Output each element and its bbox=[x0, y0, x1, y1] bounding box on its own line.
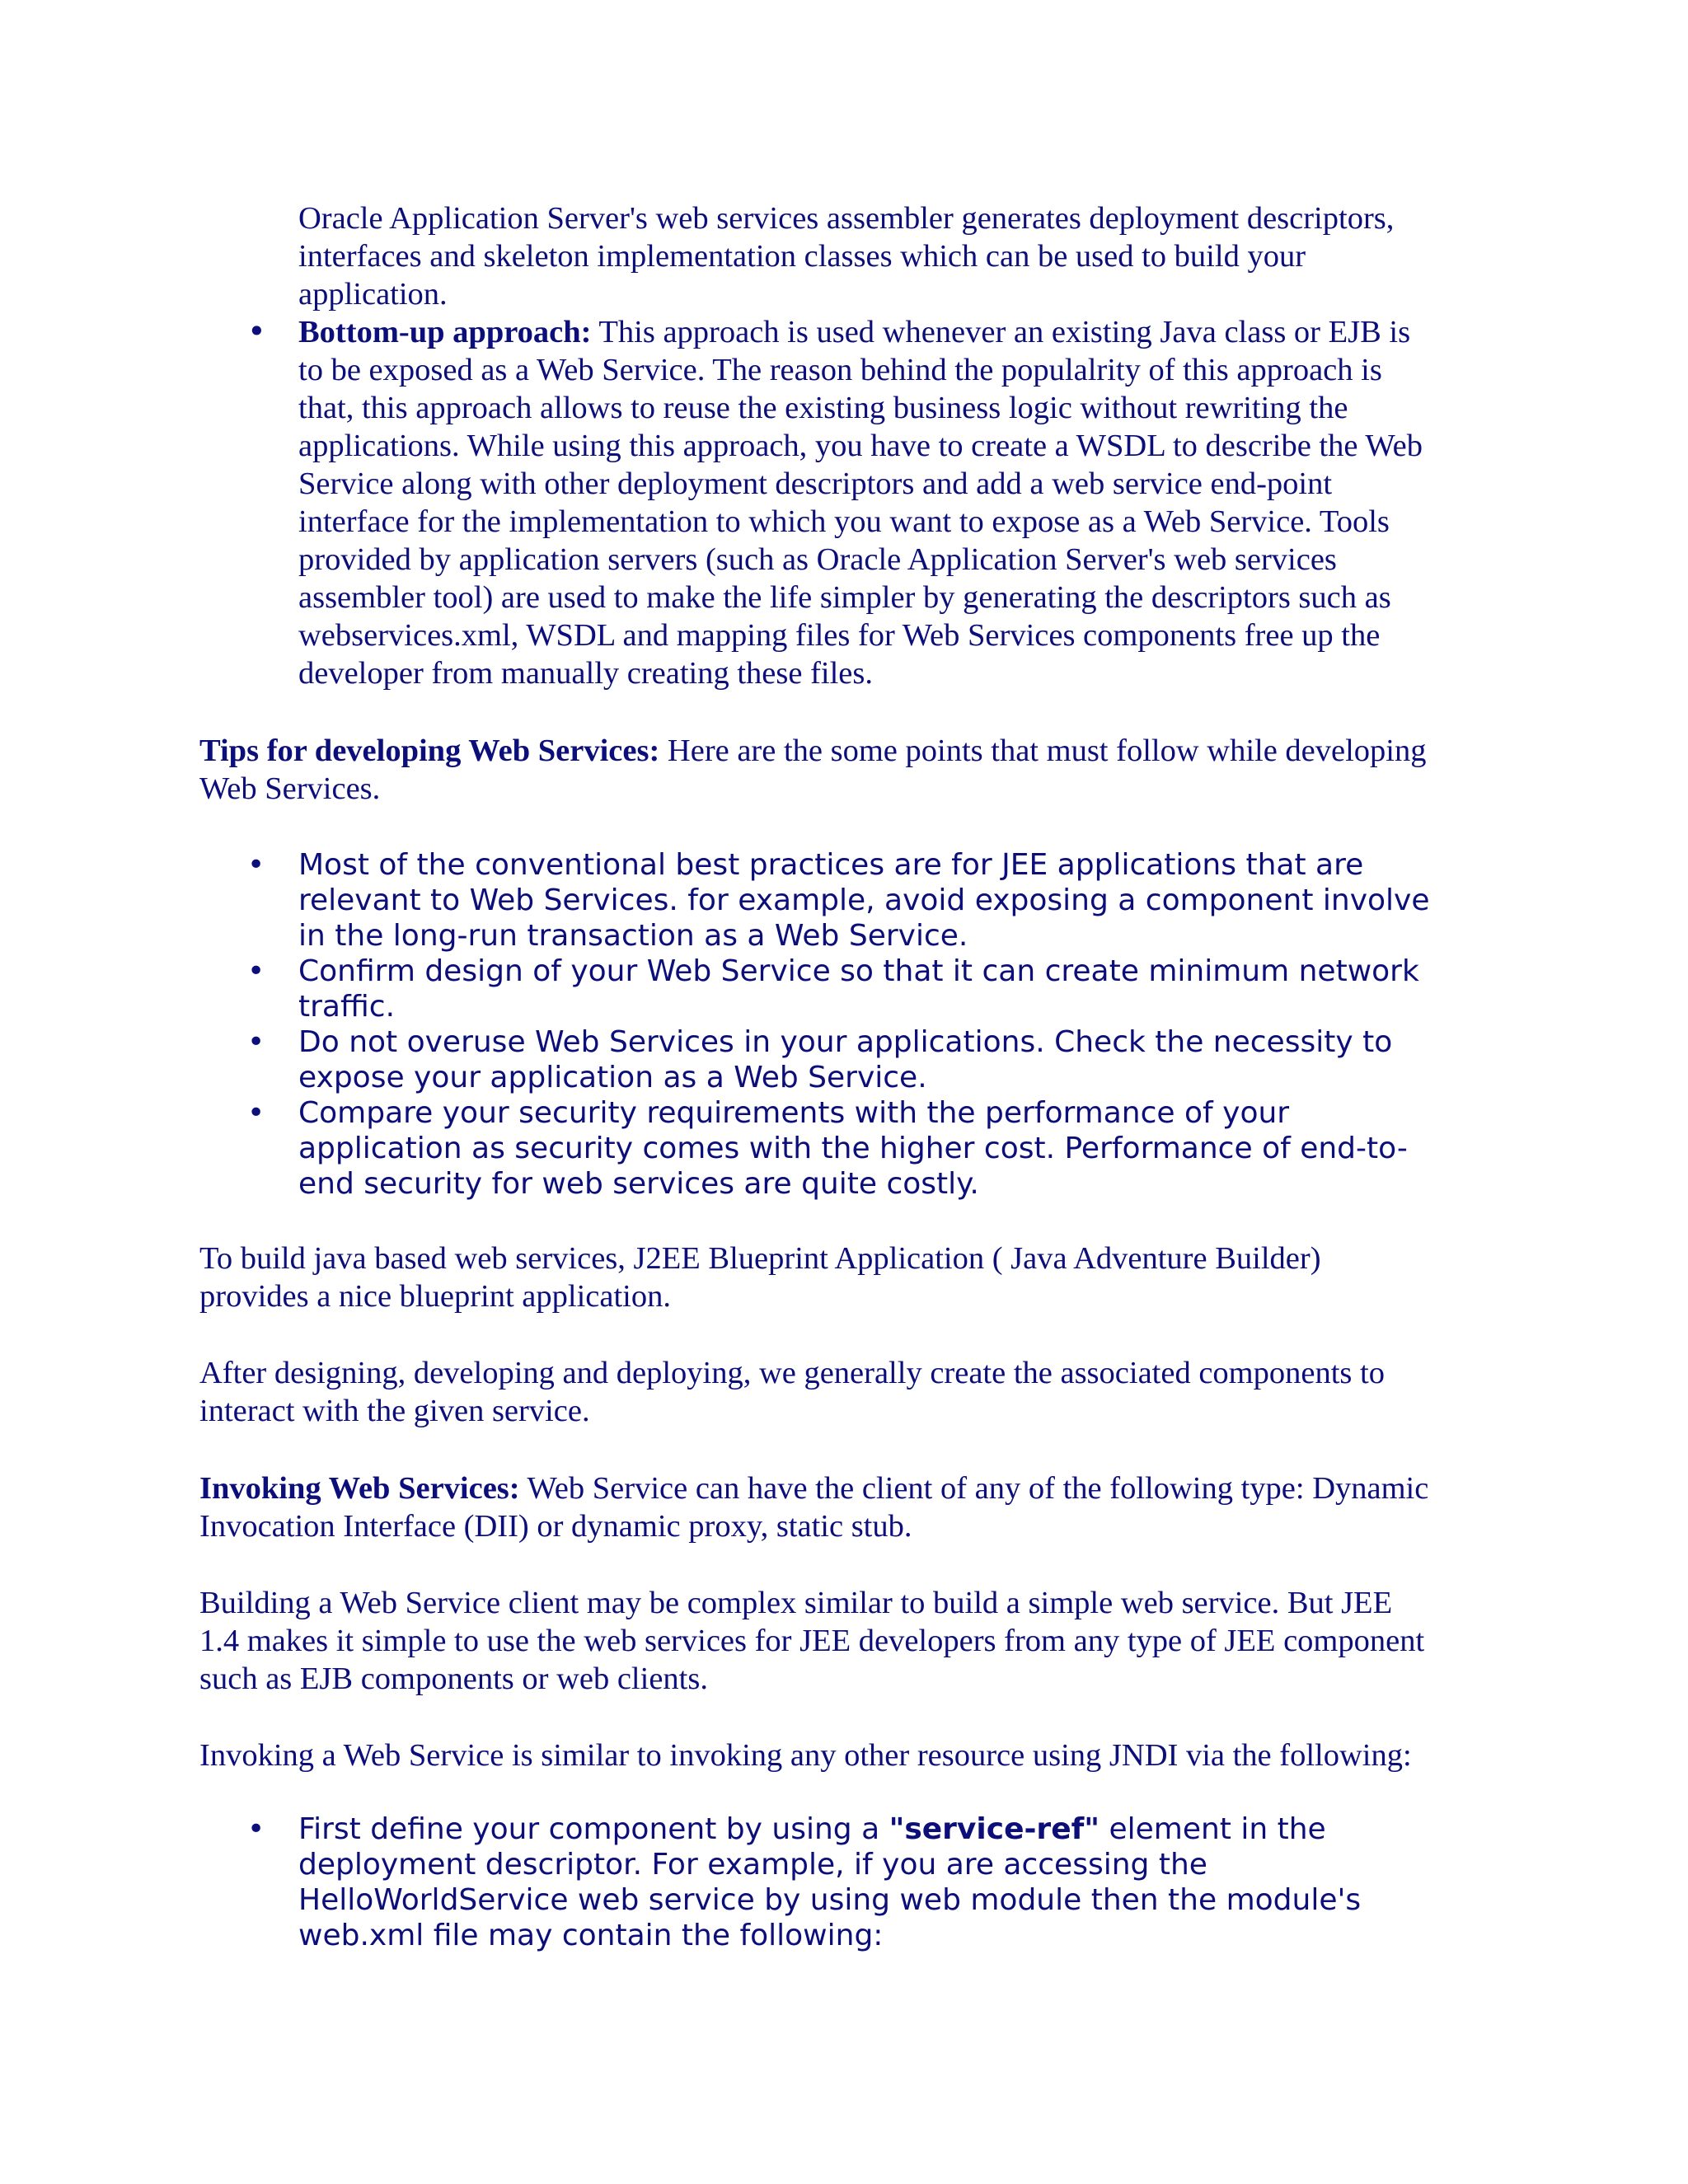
service-ref-pre: First define your component by using a bbox=[298, 1812, 889, 1846]
invoking-jndi-line: Invoking a Web Service is similar to invoking any other resource using JNDI via the following: bbox=[199, 1738, 1412, 1773]
bottom-up-line: to be exposed as a Web Service. The reason behind the populalrity of this approach is bbox=[298, 353, 1382, 387]
building-client-paragraph bbox=[199, 1584, 1424, 1698]
tips-bullet-line: Compare your security requirements with the performance of your bbox=[298, 1096, 1290, 1130]
bottom-up-line: developer from manually creating these files. bbox=[298, 656, 874, 691]
bullet-icon: • bbox=[247, 1812, 265, 1846]
bullet-icon: • bbox=[247, 313, 266, 350]
tips-line bbox=[199, 732, 1427, 770]
tips-bullet-text bbox=[298, 1095, 1408, 1202]
tips-line-text: Here are the some points that must follow while developing bbox=[659, 733, 1427, 768]
tips-bullet-line: Do not overuse Web Services in your applications. Check the necessity to bbox=[298, 1025, 1393, 1059]
tips-bullet-text bbox=[298, 1024, 1392, 1095]
tips-bullet-line: relevant to Web Services. for example, avoid exposing a component involve bbox=[298, 883, 1430, 917]
blueprint-paragraph bbox=[199, 1240, 1321, 1315]
tips-bullet-line: end security for web services are quite costly. bbox=[298, 1167, 979, 1201]
service-ref-line bbox=[298, 1811, 1361, 1847]
bottom-up-line: provided by application servers (such as Oracle Application Server's web services bbox=[298, 542, 1337, 577]
bullet-icon: • bbox=[247, 954, 265, 988]
blueprint-line: provides a nice blueprint application. bbox=[199, 1279, 671, 1314]
service-ref-line: web.xml file may contain the following: bbox=[298, 1919, 884, 1952]
bottom-up-line: interface for the implementation to which you want to expose as a Web Service. Tools bbox=[298, 504, 1390, 539]
tips-bullet-line: in the long-run transaction as a Web Service. bbox=[298, 919, 968, 953]
bullet-icon: • bbox=[247, 1025, 265, 1059]
service-ref-line: deployment descriptor. For example, if you are accessing the bbox=[298, 1848, 1207, 1882]
bottom-up-line: applications. While using this approach, you have to create a WSDL to describe the Web bbox=[298, 429, 1423, 463]
bullet-icon: • bbox=[247, 848, 265, 882]
bottom-up-line: that, this approach allows to reuse the existing business logic without rewriting the bbox=[298, 391, 1348, 425]
service-ref-text bbox=[298, 1811, 1361, 1953]
invoking-line bbox=[199, 1469, 1428, 1507]
tips-bullet-text bbox=[298, 954, 1419, 1024]
bottom-up-line: webservices.xml, WSDL and mapping files for Web Services components free up the bbox=[298, 618, 1381, 653]
tips-line: Web Services. bbox=[199, 771, 381, 806]
building-client-line: Building a Web Service client may be complex similar to build a simple web service. But JEE bbox=[199, 1586, 1393, 1620]
bullet-icon: • bbox=[247, 1096, 265, 1130]
tips-bullet-line: Most of the conventional best practices are for JEE applications that are bbox=[298, 848, 1364, 882]
tips-label: Tips for developing Web Services: bbox=[199, 733, 660, 768]
bottom-up-label: Bottom-up approach: bbox=[298, 315, 592, 349]
bottom-up-line: assembler tool) are used to make the life simpler by generating the descriptors such as bbox=[298, 580, 1391, 615]
bottom-up-text bbox=[298, 313, 1423, 692]
tips-bullet-line: application as security comes with the higher cost. Performance of end-to- bbox=[298, 1132, 1408, 1165]
intro-line: Oracle Application Server's web services assembler generates deployment descriptors, bbox=[298, 201, 1395, 236]
after-designing-line: interact with the given service. bbox=[199, 1394, 590, 1428]
intro-line: interfaces and skeleton implementation classes which can be used to build your bbox=[298, 239, 1306, 274]
tips-bullet-text bbox=[298, 847, 1430, 954]
after-designing-paragraph bbox=[199, 1354, 1385, 1430]
bottom-up-line-text: This approach is used whenever an existing Java class or EJB is bbox=[591, 315, 1411, 349]
tips-bullet-line: expose your application as a Web Service. bbox=[298, 1061, 927, 1094]
invoking-paragraph bbox=[199, 1469, 1428, 1545]
tips-bullet-line: traffic. bbox=[298, 990, 396, 1024]
invoking-label: Invoking Web Services: bbox=[199, 1471, 520, 1506]
after-designing-line: After designing, developing and deploying, we generally create the associated components to bbox=[199, 1356, 1385, 1390]
invoking-line: Invocation Interface (DII) or dynamic proxy, static stub. bbox=[199, 1509, 912, 1544]
bottom-up-line: Service along with other deployment descriptors and add a web service end-point bbox=[298, 466, 1333, 501]
service-ref-line: HelloWorldService web service by using web module then the module's bbox=[298, 1883, 1362, 1917]
bottom-up-line bbox=[298, 313, 1423, 351]
invoking-jndi-paragraph bbox=[199, 1736, 1412, 1774]
tips-paragraph bbox=[199, 732, 1427, 808]
service-ref-keyword: "service-ref" bbox=[889, 1812, 1100, 1846]
invoking-line-text: Web Service can have the client of any of the following type: Dynamic bbox=[519, 1471, 1429, 1506]
intro-line: application. bbox=[298, 277, 448, 312]
building-client-line: 1.4 makes it simple to use the web services for JEE developers from any type of JEE component bbox=[199, 1624, 1425, 1658]
building-client-line: such as EJB components or web clients. bbox=[199, 1661, 708, 1696]
blueprint-line: To build java based web services, J2EE Blueprint Application ( Java Adventure Builder) bbox=[199, 1241, 1321, 1276]
service-ref-post: element in the bbox=[1100, 1812, 1326, 1846]
tips-bullet-line: Confirm design of your Web Service so that it can create minimum network bbox=[298, 954, 1419, 988]
intro-continuation bbox=[298, 199, 1394, 313]
